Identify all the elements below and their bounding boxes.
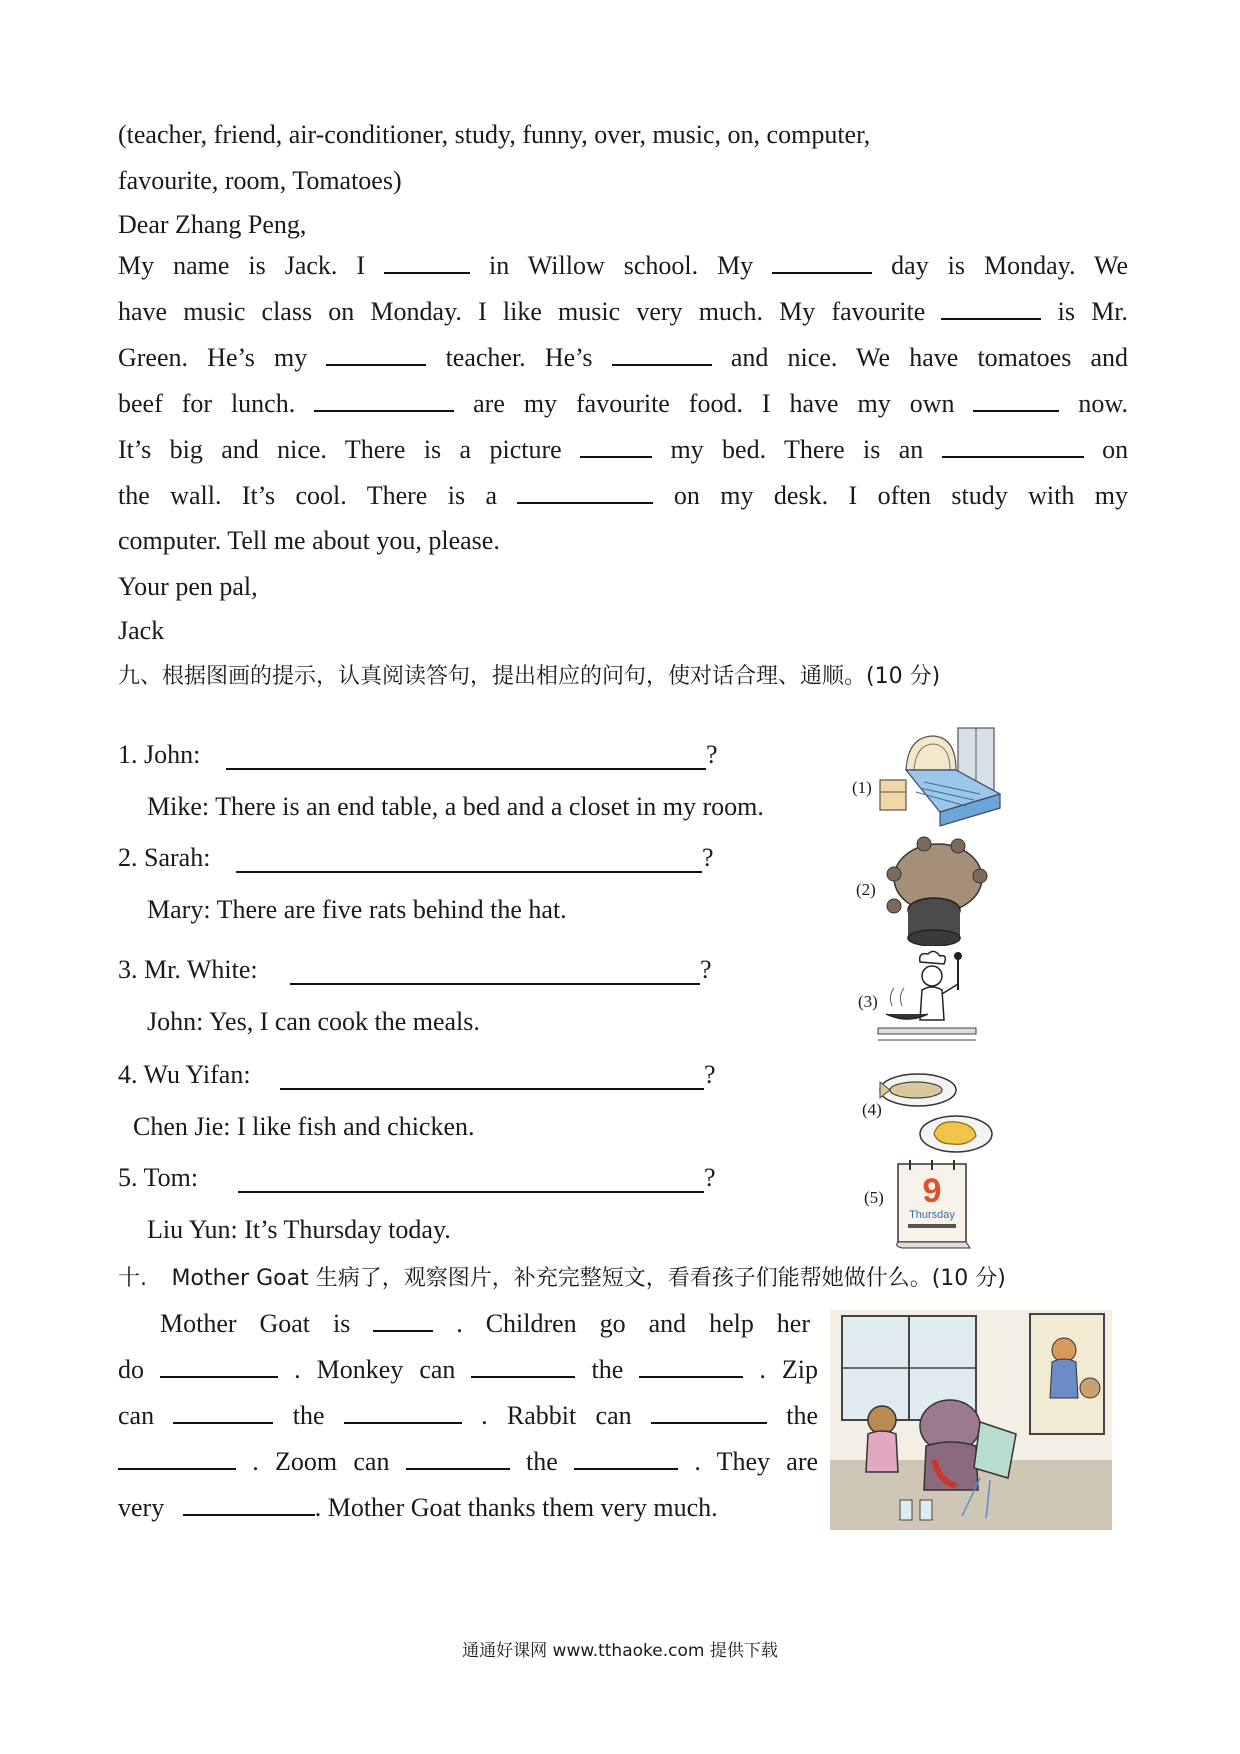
s10-line-5: very . Mother Goat thanks them very much. (118, 1493, 718, 1522)
q3-qmark: ? (700, 955, 712, 984)
blank-9[interactable] (942, 434, 1084, 458)
q2-answer-line[interactable] (236, 871, 702, 873)
q3-answer-line[interactable] (290, 983, 700, 985)
rats-hat-picture (880, 836, 990, 946)
s10-blank-10[interactable] (574, 1446, 678, 1470)
s10-blank-7[interactable] (651, 1400, 767, 1424)
s10-blank-4[interactable] (639, 1354, 743, 1378)
bedroom-picture (876, 726, 1006, 830)
section-9-heading: 九、根据图画的提示，认真阅读答句，提出相应的问句，使对话合理、通顺。(10 分) (118, 664, 941, 689)
q4-answer: Chen Jie: I like fish and chicken. (133, 1112, 475, 1141)
q1-answer: Mike: There is an end table, a bed and a closet in my room. (147, 792, 764, 821)
blank-7[interactable] (973, 388, 1059, 412)
q5-qmark: ? (704, 1163, 716, 1192)
pic-label-3: (3) (858, 992, 878, 1011)
s10-blank-1[interactable] (373, 1308, 433, 1332)
word-bank-line-1: (teacher, friend, air-conditioner, study, funny, over, music, on, computer, (118, 120, 871, 149)
blank-10[interactable] (517, 480, 653, 504)
cooking-picture (872, 950, 982, 1046)
letter-signature: Jack (118, 616, 165, 645)
blank-1[interactable] (384, 250, 470, 274)
blank-3[interactable] (941, 296, 1041, 320)
q4-qmark: ? (704, 1060, 716, 1089)
q3-answer: John: Yes, I can cook the meals. (147, 1007, 480, 1036)
q4-label: 4. Wu Yifan: (118, 1060, 251, 1089)
q1-label: 1. John: (118, 740, 201, 769)
q2-answer: Mary: There are five rats behind the hat. (147, 895, 567, 924)
blank-8[interactable] (580, 434, 652, 458)
pic-label-2: (2) (856, 880, 876, 899)
calendar-weekday: Thursday (909, 1209, 955, 1221)
mother-goat-picture (830, 1310, 1112, 1530)
q2-qmark: ? (702, 843, 714, 872)
blank-4[interactable] (326, 342, 426, 366)
q5-label: 5. Tom: (118, 1163, 199, 1192)
s10-blank-11[interactable] (183, 1492, 315, 1516)
blank-6[interactable] (314, 388, 454, 412)
letter-greeting: Dear Zhang Peng, (118, 210, 307, 239)
letter-closing: Your pen pal, (118, 572, 258, 601)
s10-line-1: Mother Goat is . Children go and help her (160, 1309, 810, 1338)
pic-label-5: (5) (864, 1188, 884, 1207)
s10-line-4: . Zoom can the . They are (118, 1446, 818, 1477)
q1-qmark: ? (706, 740, 718, 769)
pic-label-4: (4) (862, 1100, 882, 1119)
s10-blank-5[interactable] (173, 1400, 273, 1424)
s10-blank-8[interactable] (118, 1446, 236, 1470)
letter-line-5: It’s big and nice. There is a picture my bed. There is an on (118, 435, 1129, 464)
q2-label: 2. Sarah: (118, 843, 211, 872)
q5-answer: Liu Yun: It’s Thursday today. (147, 1215, 451, 1244)
blank-2[interactable] (772, 250, 872, 274)
s10-blank-9[interactable] (406, 1446, 510, 1470)
letter-line-7: computer. Tell me about you, please. (118, 526, 500, 555)
letter-line-3: Green. He’s my teacher. He’s and nice. We have tomatoes and (118, 343, 1129, 372)
q4-answer-line[interactable] (280, 1088, 704, 1090)
letter-line-1: My name is Jack. I in Willow school. My day is Monday. We (118, 251, 1128, 280)
q3-label: 3. Mr. White: (118, 955, 258, 984)
footer: 通通好课网 www.tthaoke.com 提供下载 (462, 1641, 778, 1661)
word-bank-line-2: favourite, room, Tomatoes) (118, 166, 402, 195)
section-10-heading: 十. Mother Goat 生病了，观察图片，补充完整短文，看看孩子们能帮她做什么。(10 分) (118, 1266, 1006, 1291)
s10-blank-6[interactable] (344, 1400, 462, 1424)
letter-line-4: beef for lunch. are my favourite food. I have my own now. (118, 389, 1129, 418)
q5-answer-line[interactable] (238, 1191, 704, 1193)
calendar-day: 9 (922, 1172, 942, 1210)
letter-line-2: have music class on Monday. I like music very much. My favourite is Mr. (118, 297, 1129, 326)
fish-chicken-picture (876, 1068, 996, 1168)
s10-line-2: do . Monkey can the . Zip (118, 1355, 819, 1384)
calendar-picture (890, 1160, 974, 1250)
letter-line-6: the wall. It’s cool. There is a on my desk. I often study with my (118, 481, 1129, 510)
s10-line-3: can the . Rabbit can the (118, 1401, 819, 1430)
s10-blank-3[interactable] (471, 1354, 575, 1378)
pic-label-1: (1) (852, 778, 872, 797)
s10-blank-2[interactable] (160, 1354, 278, 1378)
blank-5[interactable] (612, 342, 712, 366)
q1-answer-line[interactable] (226, 768, 706, 770)
